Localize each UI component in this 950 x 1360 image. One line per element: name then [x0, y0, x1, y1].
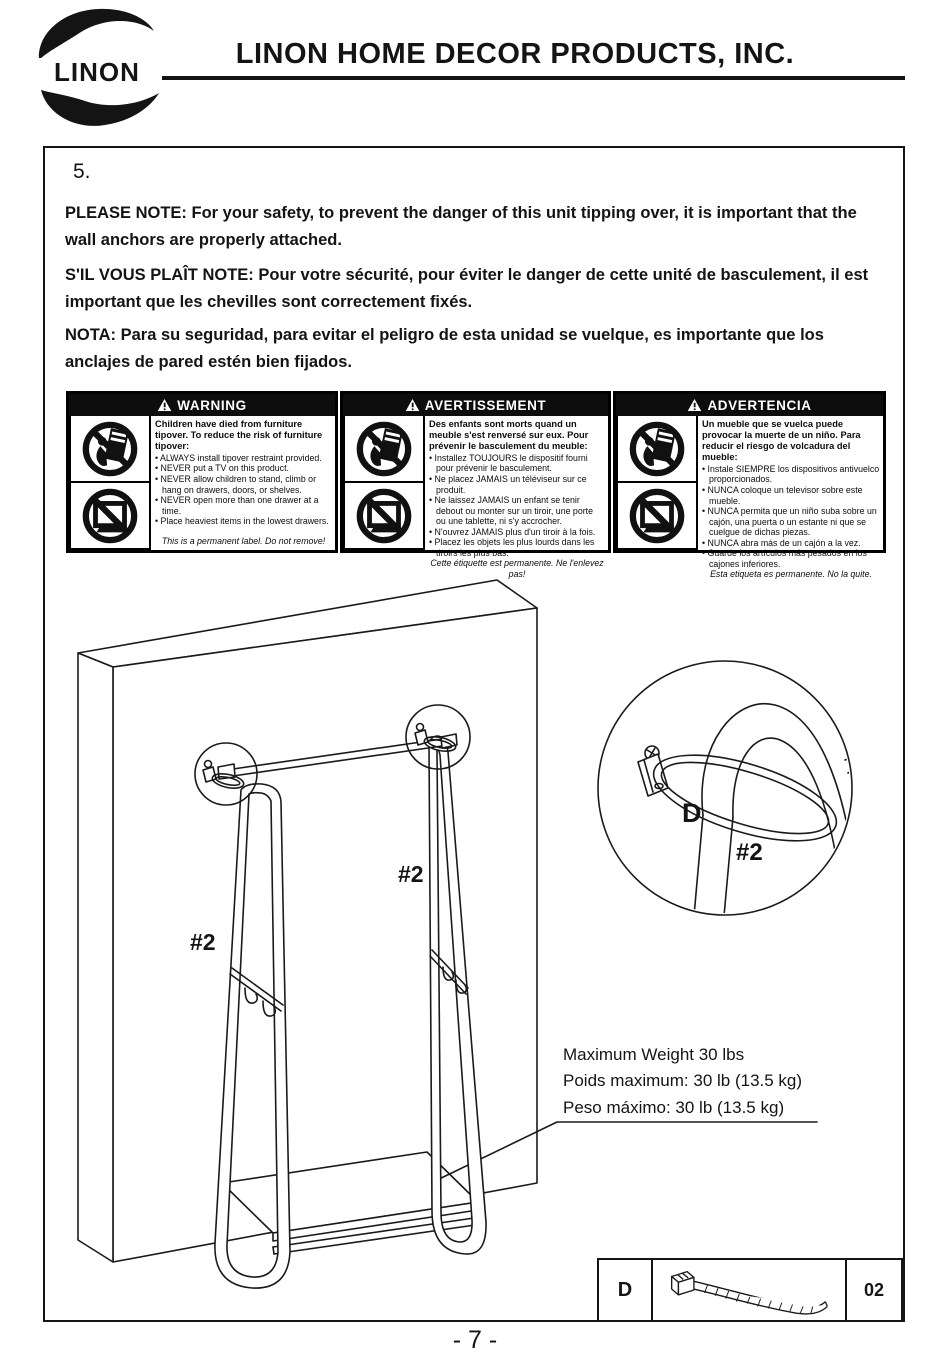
warning-bullet: • NUNCA abra más de un cajón a la vez.: [702, 538, 880, 549]
no-climbing-icon: [81, 420, 139, 478]
warning-intro: Children have died from furniture tipover. To reduce the risk of furniture tipover:: [155, 419, 323, 451]
no-tv-icon: [81, 487, 139, 545]
parts-table: [597, 1258, 903, 1322]
warning-footer: Cette étiquette est permanente. Ne l'enlevez pas!: [430, 558, 604, 579]
warning-bullet: • Ne placez JAMAIS un téléviseur sur ce produit.: [429, 474, 605, 495]
warning-icon-column: [343, 416, 425, 550]
warning-triangle-icon: [405, 398, 420, 412]
note-english: PLEASE NOTE: For your safety, to prevent the danger of this unit tipping over, it is important that the wall anchors are properly attached.: [65, 204, 857, 250]
anchor-strap-image: [654, 1261, 844, 1319]
warning-bullet: • NEVER open more than one drawer at a time.: [155, 495, 332, 516]
warning-label-english: [66, 391, 338, 553]
no-tv-icon: [355, 487, 413, 545]
assembly-diagram: [40, 550, 910, 1330]
company-name: LINON HOME DECOR PRODUCTS, INC.: [235, 38, 795, 70]
warning-title: ADVERTENCIA: [707, 397, 812, 413]
warning-title: WARNING: [177, 397, 247, 413]
note-spanish: NOTA: Para su seguridad, para evitar el peligro de esta unidad se vuelque, es importante que los anclajes de pared estén bien fijados.: [65, 326, 824, 372]
detail-part-label: D: [682, 798, 702, 828]
max-weight-line-en: Maximum Weight 30 lbs: [563, 1045, 745, 1064]
max-weight-note: [563, 1042, 802, 1121]
logo-bottom-swoosh: [41, 90, 159, 126]
warning-label-french: [340, 391, 611, 579]
max-weight-line-es: Peso máximo: 30 lb (13.5 kg): [563, 1097, 785, 1117]
linon-logo: [33, 4, 165, 130]
part-letter-cell: D: [599, 1260, 653, 1320]
warning-bullet: • Instale SIEMPRE los dispositivos antivuelco proporcionados.: [702, 464, 880, 485]
warning-header: [343, 394, 608, 416]
warning-intro: Des enfants sont morts quand un meuble s'est renversé sur eux. Pour prévenir le basculement du meuble:: [429, 419, 589, 451]
no-climbing-icon: [355, 420, 413, 478]
no-tv-icon: [628, 487, 686, 545]
warning-bullet: • N'ouvrez JAMAIS plus d'un tiroir à la fois.: [429, 527, 605, 538]
warning-icon-column: [69, 416, 151, 550]
warning-bullet: • NUNCA coloque un televisor sobre este mueble.: [702, 485, 880, 506]
note-french: S'IL VOUS PLAÎT NOTE: Pour votre sécurité, pour éviter le danger de cette unité de basculement, il est important que les chevilles sont correctement fixés.: [65, 266, 869, 312]
warning-triangle-icon: [687, 398, 702, 412]
warning-text-column: [425, 416, 608, 579]
step-number: 5.: [73, 160, 91, 183]
warning-bullet: • Ne laissez JAMAIS un enfant se tenir debout ou monter sur un tiroir, une porte ou une tablette, ni s'y accrocher.: [429, 495, 605, 527]
header-rule: [162, 76, 905, 80]
warning-header: [69, 394, 335, 416]
warning-bullet: • ALWAYS install tipover restraint provided.: [155, 453, 332, 464]
warning-footer: This is a permanent label. Do not remove!: [161, 536, 326, 547]
warning-bullet: • Placez les objets les plus lourds dans les tiroirs les plus bas.: [429, 537, 605, 558]
warning-title: AVERTISSEMENT: [424, 397, 547, 413]
warning-header: [616, 394, 883, 416]
part-quantity-cell: 02: [845, 1260, 901, 1320]
leg-label-left: #2: [190, 929, 216, 955]
warning-footer: Esta etiqueta es permanente. No la quite.: [710, 569, 872, 580]
detail-leg-label: #2: [736, 839, 763, 866]
warning-text-column: [151, 416, 335, 550]
warning-label-spanish: [613, 391, 886, 580]
warning-bullet: • NEVER put a TV on this product.: [155, 463, 332, 474]
warning-bullet: • Guarde los artículos más pesados en los cajones inferiores.: [702, 548, 880, 569]
warning-bullet: • NEVER allow children to stand, climb or hang on drawers, doors, or shelves.: [155, 474, 332, 495]
warning-text-column: [698, 416, 883, 580]
warning-intro: Un mueble que se vuelca puede provocar la muerte de un niño. Para reducir el riesgo de volcadura del mueble:: [702, 419, 861, 462]
max-weight-line-fr: Poids maximum: 30 lb (13.5 kg): [563, 1071, 803, 1091]
page-number: - 7 -: [452, 1326, 498, 1354]
warning-bullet: • NUNCA permita que un niño suba sobre un cajón, una puerta o un estante ni que se cuelgue de dichas piezas.: [702, 506, 880, 538]
no-climbing-icon: [628, 420, 686, 478]
logo-top-swoosh: [39, 9, 154, 60]
warning-icon-column: [616, 416, 698, 550]
detail-callout-circle: [598, 661, 867, 916]
leg-label-right: #2: [398, 861, 424, 887]
warning-triangle-icon: [157, 398, 172, 412]
warning-bullet: • Installez TOUJOURS le dispositif fourni pour prévenir le basculement.: [429, 453, 605, 474]
warning-bullet: • Place heaviest items in the lowest drawers.: [155, 516, 332, 527]
part-image-cell: [653, 1260, 845, 1320]
logo-text: LINON: [54, 57, 140, 87]
